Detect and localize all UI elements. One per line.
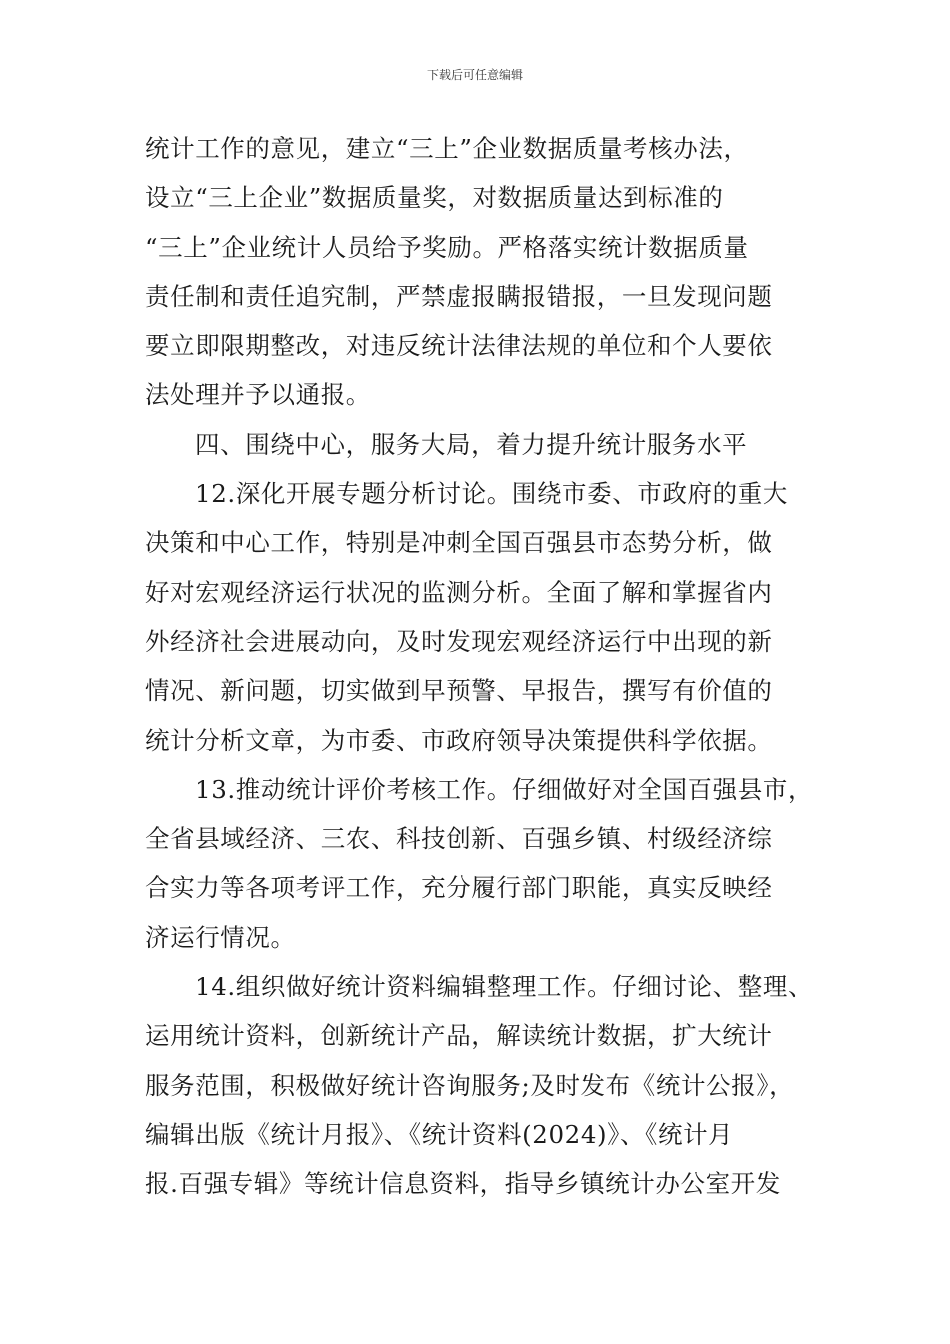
text-line: 外经济社会进展动向，及时发现宏观经济运行中出现的新 (145, 626, 773, 656)
text-line: 统计分析文章，为市委、市政府领导决策提供科学依据。 (145, 725, 773, 755)
text-line: “三上”企业统计人员给予奖励。严格落实统计数据质量 (145, 232, 749, 262)
text-line: 要立即限期整改，对违反统计法律法规的单位和个人要依 (145, 331, 773, 361)
text-line: 济运行情况。 (145, 922, 296, 952)
text-line: 四、围绕中心，服务大局，着力提升统计服务水平 (195, 429, 748, 459)
page-header-note: 下载后可任意编辑 (426, 68, 523, 82)
text-line: 编辑出版《统计月报》、《统计资料(2024)》、《统计月 (145, 1119, 734, 1149)
text-line: 统计工作的意见，建立“三上”企业数据质量考核办法， (145, 134, 749, 163)
text-line: 14.组织做好统计资料编辑整理工作。仔细讨论、整理、 (195, 972, 814, 1002)
text-line: 决策和中心工作，特别是冲刺全国百强县市态势分析，做 (145, 528, 773, 558)
text-line: 责任制和责任追究制，严禁虚报瞒报错报，一旦发现问题 (145, 281, 773, 311)
text-line: 合实力等各项考评工作，充分履行部门职能，真实反映经 (145, 873, 773, 903)
text-line: 13.推动统计评价考核工作。仔细做好对全国百强县市， (195, 774, 814, 804)
text-line: 法处理并予以通报。 (145, 380, 371, 410)
text-line: 情况、新问题，切实做到早预警、早报告，撰写有价值的 (145, 676, 773, 706)
text-line: 好对宏观经济运行状况的监测分析。全面了解和掌握省内 (145, 577, 773, 607)
text-line: 运用统计资料，创新统计产品，解读统计数据，扩大统计 (145, 1021, 773, 1051)
text-line: 全省县域经济、三农、科技创新、百强乡镇、村级经济综 (145, 824, 773, 854)
text-line: 报.百强专辑》等统计信息资料，指导乡镇统计办公室开发 (145, 1169, 781, 1199)
body-text (145, 124, 825, 1209)
text-line: 12.深化开展专题分析讨论。围绕市委、市政府的重大 (195, 479, 788, 509)
text-line: 服务范围，积极做好统计咨询服务;及时发布《统计公报》， (145, 1070, 795, 1100)
text-line: 设立“三上企业”数据质量奖，对数据质量达到标准的 (145, 183, 724, 213)
